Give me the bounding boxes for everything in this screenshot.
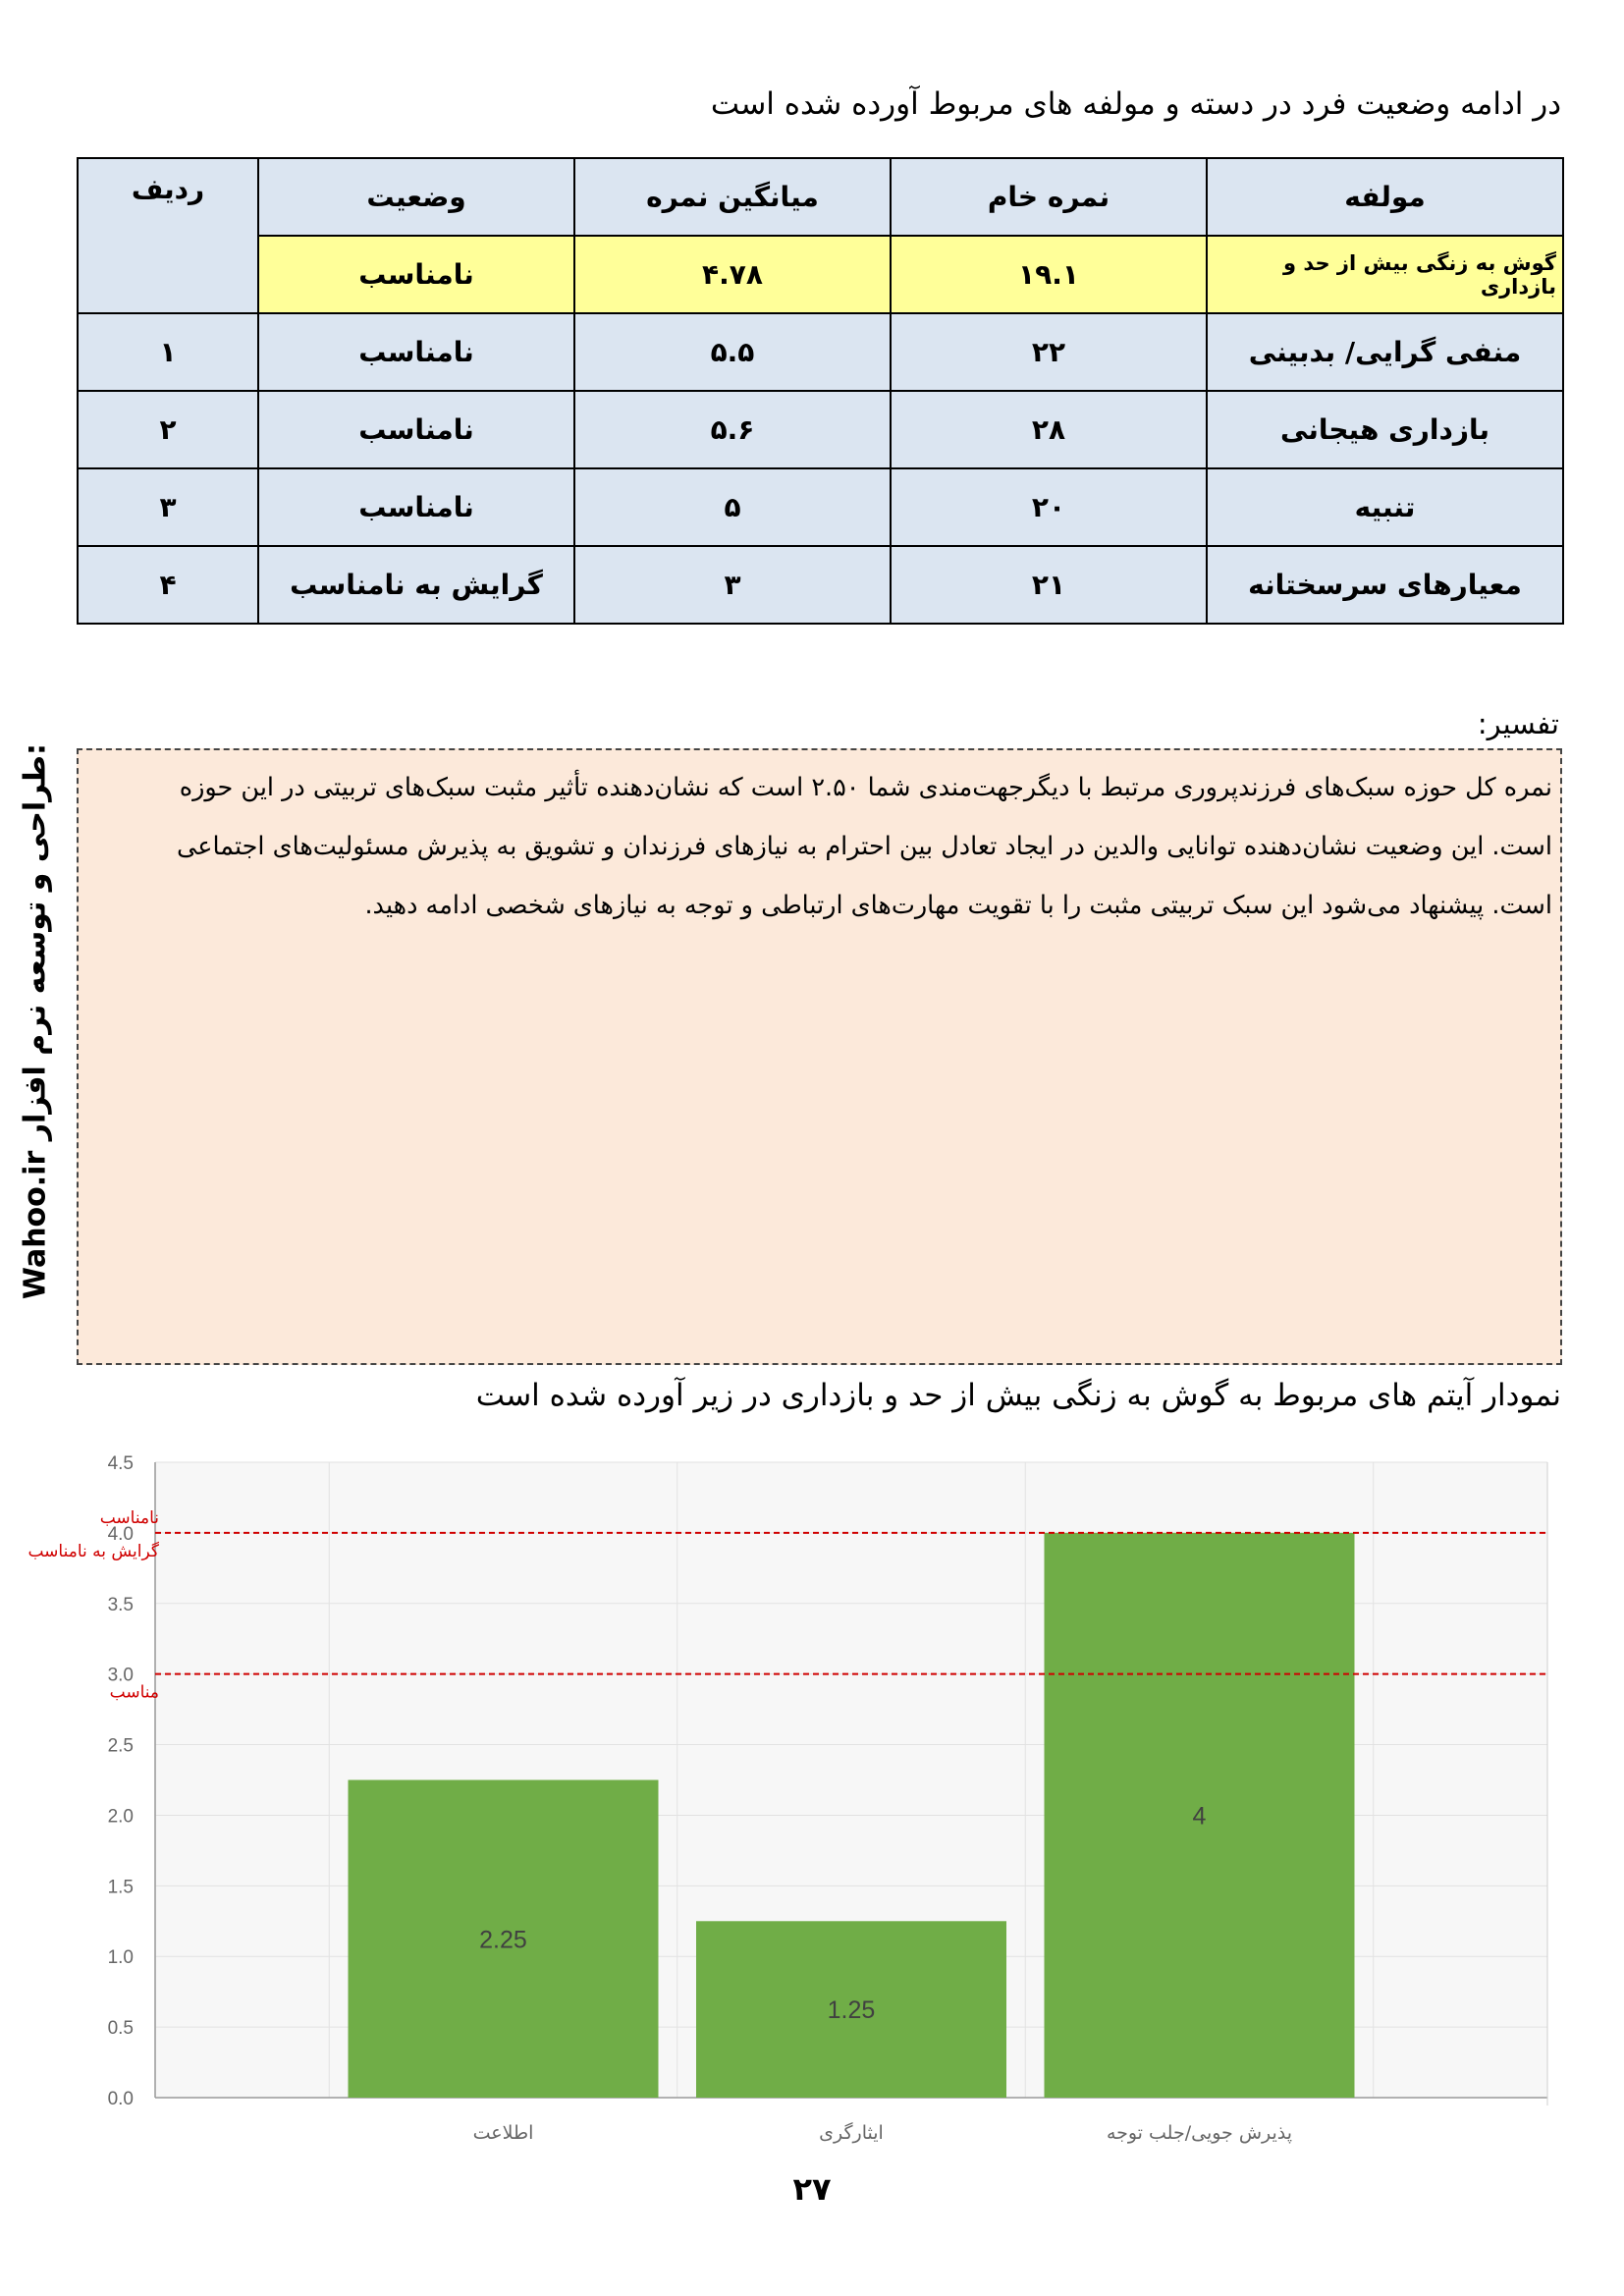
row-raw-score: ۲۰ [891,468,1207,546]
row-component: معیارهای سرسختانه [1207,546,1563,624]
bar-data-label: 1.25 [827,1996,876,2025]
summary-raw-score: ۱۹.۱ [891,236,1207,313]
table-row [78,313,1563,391]
row-raw-score: ۲۲ [891,313,1207,391]
row-number: ۱ [78,313,258,391]
table-row [78,468,1563,546]
header-component: مولفه [1207,158,1563,236]
row-number: ۴ [78,546,258,624]
interpretation-text: نمره کل حوزه سبک‌های فرزندپروری مرتبط با دیگرجهت‌مندی شما ۲.۵۰ است که نشان‌دهنده تأثیر مثبت سبک‌های تربیتی در این حوزه است. این وضعیت نشان‌دهنده توانایی والدین در ایجاد تعادل بین احترام به نیازهای فرزندان و تشویق به پذیرش مسئولیت‌های اجتماعی است. پیشنهاد می‌شود این سبک تربیتی مثبت را با تقویت مهارت‌های ارتباطی و توجه به نیازهای شخصی ادامه دهید. [176,773,1552,920]
chart-title: نمودار آیتم های مربوط به گوش به زنگی بیش از حد و بازداری در زیر آورده شده است [475,1378,1561,1413]
summary-average: ۴.۷۸ [574,236,891,313]
side-credit [14,742,57,1300]
x-tick-label: ایثارگری [819,2122,884,2144]
row-average: ۳ [574,546,891,624]
row-average: ۵.۶ [574,391,891,468]
row-component: منفی گرایی/ بدبینی [1207,313,1563,391]
x-tick-label: اطلاعت [472,2122,534,2144]
summary-row [78,236,1563,313]
row-status: نامناسب [258,468,574,546]
row-status: نامناسب [258,391,574,468]
row-number: ۳ [78,468,258,546]
row-average: ۵.۵ [574,313,891,391]
bar-data-label: 2.25 [479,1926,527,1954]
y-tick-label: 3.5 [107,1594,134,1615]
y-tick-label: 1.5 [107,1877,134,1898]
bar-data-label: 4 [1192,1802,1207,1831]
summary-component: گوش به زنگی بیش از حد و بازداری [1207,236,1563,313]
header-row: ردیف [78,158,258,313]
section-heading: در ادامه وضعیت فرد در دسته و مولفه های مربوط آورده شده است [710,86,1561,122]
scores-table [77,157,1564,625]
table-header-row [78,158,1563,236]
y-tick-label: 3.0 [107,1665,134,1686]
header-raw-score: نمره خام [891,158,1207,236]
row-status: نامناسب [258,313,574,391]
row-number: ۲ [78,391,258,468]
reference-line-label: نامناسب [99,1507,159,1528]
bar-chart [0,1434,1624,2160]
reference-line-label: مناسب [109,1682,159,1703]
y-tick-label: 4.5 [107,1453,134,1474]
summary-status: نامناسب [258,236,574,313]
y-tick-label: 1.0 [107,1947,134,1969]
y-tick-label: 2.0 [107,1806,134,1828]
y-tick-label: 0.0 [107,2089,134,2109]
interpretation-box [77,748,1562,1365]
table-row [78,391,1563,468]
y-tick-label: 0.5 [107,2018,134,2040]
row-component: بازداری هیجانی [1207,391,1563,468]
table-row [78,546,1563,624]
row-average: ۵ [574,468,891,546]
row-raw-score: ۲۱ [891,546,1207,624]
row-status: گرایش به نامناسب [258,546,574,624]
y-tick-label: 2.5 [107,1735,134,1757]
header-average: میانگین نمره [574,158,891,236]
page-number: ۲۷ [792,2170,832,2208]
header-status: وضعیت [258,158,574,236]
y-tick-label: 4.0 [107,1523,134,1545]
side-credit-text: Wahoo.ir طراحی و توسعه نرم افزار: [18,742,53,1300]
row-raw-score: ۲۸ [891,391,1207,468]
row-component: تنبیه [1207,468,1563,546]
interpretation-label: تفسیر: [1477,707,1559,740]
reference-line-label: گرایش به نامناسب [27,1541,159,1561]
x-tick-label: پذیرش جویی/جلب توجه [1106,2122,1293,2144]
